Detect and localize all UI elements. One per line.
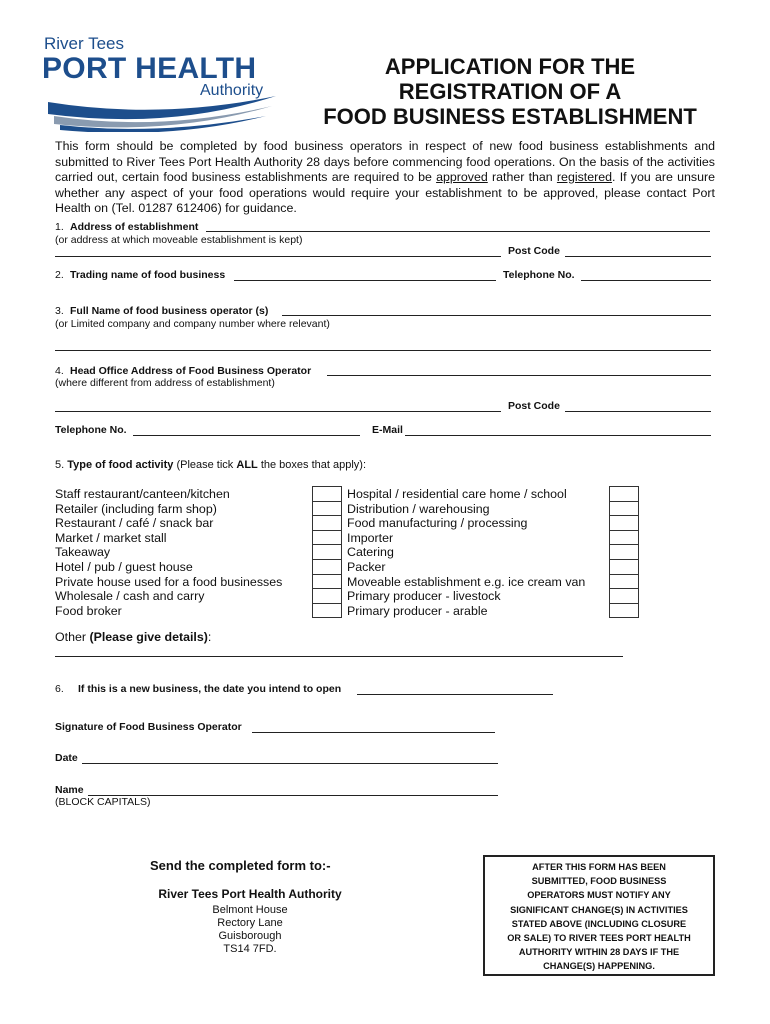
checkbox-retailer[interactable] bbox=[312, 501, 342, 517]
list-item: Hospital / residential care home / school bbox=[347, 487, 567, 501]
intro-paragraph bbox=[55, 139, 715, 217]
notice-line: CHANGE(S) HAPPENING. bbox=[543, 961, 655, 972]
notice-line: AUTHORITY WITHIN 28 DAYS IF THE bbox=[518, 947, 680, 958]
other-label bbox=[55, 630, 211, 644]
checkbox-restaurant[interactable] bbox=[312, 515, 342, 531]
q5-pre: (Please tick bbox=[176, 459, 237, 471]
checkbox-importer[interactable] bbox=[609, 530, 639, 546]
address-line-2-input[interactable] bbox=[55, 256, 501, 257]
postcode-input[interactable] bbox=[565, 256, 711, 257]
notice-line: STATED ABOVE (INCLUDING CLOSURE bbox=[511, 918, 687, 929]
q6-number: 6. bbox=[55, 683, 64, 695]
checkbox-food-broker[interactable] bbox=[312, 603, 342, 619]
other-details-input[interactable] bbox=[55, 656, 623, 657]
head-office-input[interactable] bbox=[327, 375, 711, 376]
checkbox-hotel[interactable] bbox=[312, 559, 342, 575]
list-item: Food broker bbox=[55, 603, 122, 618]
postcode-2-input[interactable] bbox=[565, 411, 711, 412]
checkbox-private-house[interactable] bbox=[312, 574, 342, 590]
q1-number: 1. bbox=[55, 221, 64, 233]
address-line: Rectory Lane bbox=[217, 917, 283, 929]
send-heading: Send the completed form to:- bbox=[150, 858, 331, 873]
date-label: Date bbox=[55, 752, 78, 764]
notice-line: OR SALE) TO RIVER TEES PORT HEALTH bbox=[507, 933, 691, 944]
title-line-3: FOOD BUSINESS ESTABLISHMENT bbox=[323, 104, 697, 129]
checkbox-market[interactable] bbox=[312, 530, 342, 546]
q5-label: Type of food activity bbox=[67, 459, 174, 471]
opening-date-input[interactable] bbox=[357, 694, 553, 695]
trading-name-input[interactable] bbox=[234, 280, 496, 281]
checkbox-livestock[interactable] bbox=[609, 588, 639, 604]
q3-number: 3. bbox=[55, 305, 64, 317]
send-address bbox=[150, 888, 350, 956]
other-colon: : bbox=[207, 630, 212, 644]
form-title bbox=[300, 54, 720, 129]
q1-note: (or address at which moveable establishment is kept) bbox=[55, 234, 303, 246]
checkbox-takeaway[interactable] bbox=[312, 544, 342, 560]
activities-left-list bbox=[55, 487, 282, 618]
q1-label: Address of establishment bbox=[70, 221, 199, 233]
intro-registered: registered bbox=[556, 170, 613, 184]
q6-label: If this is a new business, the date you intend to open bbox=[78, 683, 342, 695]
address-line: TS14 7FD. bbox=[223, 943, 277, 955]
q4-number: 4. bbox=[55, 365, 64, 377]
notice-line: OPERATORS MUST NOTIFY ANY bbox=[527, 890, 671, 901]
q3-note: (or Limited company and company number where relevant) bbox=[55, 318, 330, 330]
q2-label: Trading name of food business bbox=[70, 269, 226, 281]
q5-number: 5. bbox=[55, 459, 65, 471]
list-item: Food manufacturing / processing bbox=[347, 516, 528, 531]
list-item: Retailer (including farm shop) bbox=[55, 501, 217, 516]
list-item: Restaurant / café / snack bar bbox=[55, 516, 214, 531]
email-label: E-Mail bbox=[372, 424, 403, 436]
postcode-label-2: Post Code bbox=[508, 400, 560, 412]
q2-number: 2. bbox=[55, 269, 64, 281]
checkbox-manufacturing[interactable] bbox=[609, 515, 639, 531]
operator-name-input[interactable] bbox=[282, 315, 711, 316]
list-item: Wholesale / cash and carry bbox=[55, 589, 205, 604]
list-item: Hotel / pub / guest house bbox=[55, 559, 193, 574]
checkbox-hospital[interactable] bbox=[609, 486, 639, 502]
list-item: Packer bbox=[347, 559, 386, 574]
send-org: River Tees Port Health Authority bbox=[158, 887, 342, 901]
q5-heading bbox=[55, 459, 366, 471]
logo-line-1: River Tees bbox=[44, 34, 124, 53]
checkbox-moveable[interactable] bbox=[609, 574, 639, 590]
notice-line: SIGNIFICANT CHANGE(S) IN ACTIVITIES bbox=[510, 904, 688, 915]
checkbox-distribution[interactable] bbox=[609, 501, 639, 517]
list-item: Catering bbox=[347, 545, 394, 560]
q4-note: (where different from address of establishment) bbox=[55, 377, 275, 389]
other-text: Other bbox=[55, 630, 90, 644]
operator-name-line-2-input[interactable] bbox=[55, 350, 711, 351]
signature-input[interactable] bbox=[252, 732, 495, 733]
email-input[interactable] bbox=[405, 435, 711, 436]
checkbox-arable[interactable] bbox=[609, 603, 639, 619]
list-item: Staff restaurant/canteen/kitchen bbox=[55, 487, 230, 501]
intro-approved: approved bbox=[436, 170, 488, 184]
telephone-input[interactable] bbox=[581, 280, 711, 281]
title-line-2: REGISTRATION OF A bbox=[398, 79, 622, 104]
q5-all: ALL bbox=[236, 459, 258, 471]
name-label: Name bbox=[55, 784, 84, 796]
q4-label: Head Office Address of Food Business Operator bbox=[70, 365, 312, 377]
checkbox-catering[interactable] bbox=[609, 544, 639, 560]
intro-text-3: . If you are unsure whether any aspect of your food operations would require your establishment to be approved, please contact Port Health on (Tel. 01287 612406) for guidance. bbox=[55, 170, 716, 215]
address-input[interactable] bbox=[206, 231, 710, 232]
checkbox-staff-restaurant[interactable] bbox=[312, 486, 342, 502]
activities-right-list bbox=[347, 487, 585, 618]
logo-line-2: PORT HEALTH bbox=[42, 52, 257, 85]
telephone-2-input[interactable] bbox=[133, 435, 360, 436]
q3-label: Full Name of food business operator (s) bbox=[70, 305, 269, 317]
list-item: Moveable establishment e.g. ice cream van bbox=[347, 574, 586, 589]
title-line-1: APPLICATION FOR THE bbox=[384, 54, 636, 79]
list-item: Distribution / warehousing bbox=[347, 501, 490, 516]
checkbox-packer[interactable] bbox=[609, 559, 639, 575]
address-line: Guisborough bbox=[218, 930, 282, 942]
list-item: Importer bbox=[347, 530, 394, 545]
checkbox-wholesale[interactable] bbox=[312, 588, 342, 604]
logo-line-3: Authority bbox=[200, 82, 264, 99]
notice-line: SUBMITTED, FOOD BUSINESS bbox=[531, 876, 667, 887]
port-health-logo bbox=[40, 32, 290, 132]
postcode-label: Post Code bbox=[508, 245, 560, 257]
list-item: Primary producer - arable bbox=[347, 603, 488, 618]
change-notice-box bbox=[483, 855, 715, 976]
intro-text-1: This form should be completed by food business operators in respect of new food business establishments and submitted to River Tees Port Health Authority 28 days before commencing food operations. On the basis of the activities carried out, certain food business establishments are required to be bbox=[55, 139, 715, 184]
intro-text-2: rather than bbox=[487, 170, 557, 184]
address-line: Belmont House bbox=[212, 904, 288, 916]
telephone-label-2: Telephone No. bbox=[55, 424, 127, 436]
other-bold: (Please give details) bbox=[89, 630, 208, 644]
name-note: (BLOCK CAPITALS) bbox=[55, 796, 151, 808]
date-input[interactable] bbox=[82, 763, 498, 764]
list-item: Takeaway bbox=[55, 545, 111, 560]
list-item: Market / market stall bbox=[55, 530, 167, 545]
list-item: Private house used for a food businesses bbox=[55, 574, 283, 589]
head-office-line-2-input[interactable] bbox=[55, 411, 501, 412]
list-item: Primary producer - livestock bbox=[347, 589, 501, 604]
signature-label: Signature of Food Business Operator bbox=[55, 721, 242, 733]
telephone-label: Telephone No. bbox=[503, 269, 575, 281]
q5-post: the boxes that apply): bbox=[257, 459, 366, 471]
logo-wave-icon bbox=[40, 92, 280, 132]
notice-line: AFTER THIS FORM HAS BEEN bbox=[532, 862, 666, 872]
